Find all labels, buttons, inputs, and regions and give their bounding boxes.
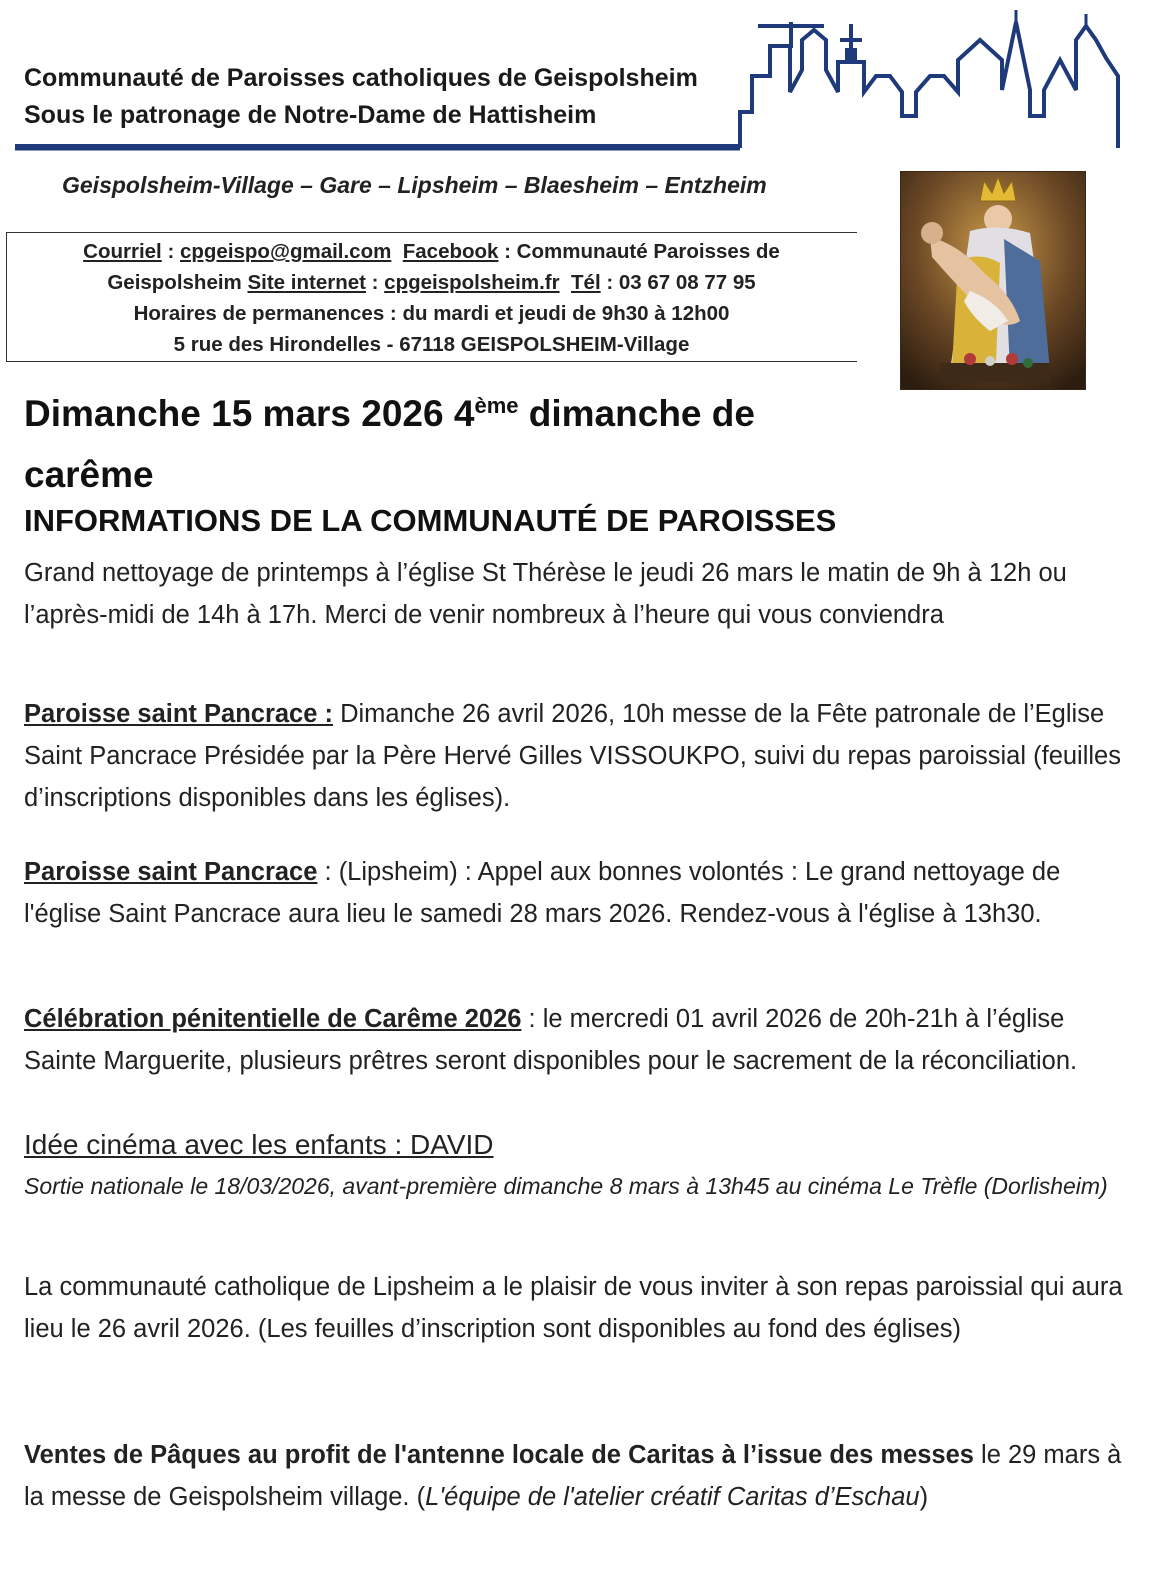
facebook-label[interactable]: Facebook [402,240,499,263]
office-hours: Horaires de permanences : du mardi et jeudi de 9h30 à 12h00 [133,302,730,325]
contact-line-2: Geispolsheim Site internet : cpgeispolsheim.fr Tél : 03 67 08 77 95 [107,271,756,294]
ventes-announcement: Ventes de Pâques au profit de l'antenne locale de Caritas à l’issue des messes le 29 mars à la messe de Geispolsheim village. (L'équipe de l'atelier créatif Caritas d’Eschau) [24,1441,1122,1511]
contact-line-1: Courriel : cpgeispo@gmail.com Facebook : Communauté Paroisses de [83,240,780,263]
cinema-details: Sortie nationale le 18/03/2026, avant-première dimanche 8 mars à 13h45 au cinéma Le Trèfle (Dorlisheim) [24,1173,1108,1199]
cinema-title: Idée cinéma avec les enfants : DAVID [24,1129,494,1160]
church-skyline-icon [0,0,1156,160]
header-title-line1: Communauté de Paroisses catholiques de Geispolsheim [24,64,698,92]
site-link[interactable]: cpgeispolsheim.fr [384,271,560,294]
address: 5 rue des Hirondelles - 67118 GEISPOLSHEIM-Village [173,333,690,356]
parish-list: Geispolsheim-Village – Gare – Lipsheim – Blaesheim – Entzheim [62,172,767,198]
tel-label: Tél [571,271,601,294]
celebration-label: Célébration pénitentielle de Carême 2026 [24,1005,522,1033]
page-title: Dimanche 15 mars 2026 4ème dimanche de carême [24,393,755,495]
cleaning-announcement: Grand nettoyage de printemps à l’église St Thérèse le jeudi 26 mars le matin de 9h à 12h ou l’après-midi de 14h à 17h. Merci de venir nombreux à l’heure qui vous conviendra [24,559,1067,629]
section-title: INFORMATIONS DE LA COMMUNAUTÉ DE PAROISSES [24,503,837,538]
repas-announcement: La communauté catholique de Lipsheim a le plaisir de vous inviter à son repas paroissial qui aura lieu le 26 avril 2026. (Les feuilles d’inscription sont disponibles au fond des églises) [24,1273,1123,1343]
header-title-line2: Sous le patronage de Notre-Dame de Hattisheim [24,101,597,129]
site-label: Site internet [247,271,366,294]
ventes-title: Ventes de Pâques au profit de l'antenne locale de Caritas à l’issue des messes [24,1441,974,1469]
email-link[interactable]: cpgeispo@gmail.com [179,240,392,263]
pieta-statue-image [900,171,1086,390]
pancrace-cleaning-announcement: Paroisse saint Pancrace : (Lipsheim) : Appel aux bonnes volontés : Le grand nettoyage de l'église Saint Pancrace aura lieu le samedi 28 mars 2026. Rendez-vous à l'église à 13h30. [24,858,1061,928]
pancrace-label: Paroisse saint Pancrace : [24,700,334,728]
celebration-announcement: Célébration pénitentielle de Carême 2026 : le mercredi 01 avril 2026 de 20h-21h à l’église Sainte Marguerite, plusieurs prêtres seront disponibles pour le sacrement de la réconciliation. [24,1005,1078,1075]
pancrace-label: Paroisse saint Pancrace [24,858,318,886]
email-label: Courriel [83,240,162,263]
pancrace-feast-announcement: Paroisse saint Pancrace : Dimanche 26 avril 2026, 10h messe de la Fête patronale de l’Eglise Saint Pancrace Présidée par la Père Hervé Gilles VISSOUKPO, suivi du repas paroissial (feuilles d’inscriptions disponibles dans les églises). [24,700,1121,812]
